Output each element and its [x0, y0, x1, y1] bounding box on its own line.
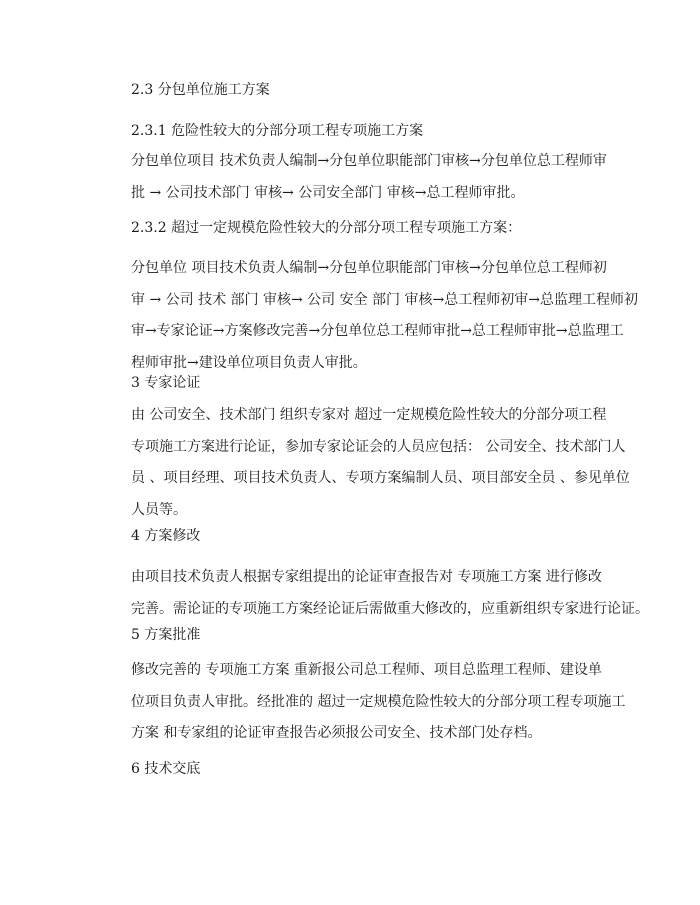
paragraph-line: 人员等。 — [131, 501, 187, 518]
heading-5: 5 方案批准 — [131, 627, 201, 643]
paragraph-2-3-1 — [131, 146, 607, 209]
paragraph-line: 由项目技术负责人根据专家组提出的论证审查报告对 专项施工方案 进行修改 — [131, 569, 602, 585]
paragraph-2-3-2 — [131, 253, 638, 379]
paragraph-line: 员 、项目经理、项目技术负责人、专项方案编制人员、项目部安全员 、参见单位 — [131, 470, 630, 486]
paragraph-line: 完善。需论证的专项施工方案经论证后需做重大修改的，应重新组织专家进行论证。 — [131, 600, 649, 617]
paragraph-5 — [131, 655, 626, 750]
heading-2-3-1: 2.3.1 危险性较大的分部分项工程专项施工方案 — [131, 123, 424, 139]
heading-3: 3 专家论证 — [131, 375, 201, 391]
paragraph-3 — [131, 400, 630, 526]
paragraph-line: 分包单位项目 技术负责人编制→分包单位职能部门审核→分包单位总工程师审 — [131, 153, 607, 169]
paragraph-line: 程师审批→建设单位项目负责人审批。 — [131, 354, 367, 371]
paragraph-line: 批 → 公司技术部门 审核→ 公司安全部门 审核→总工程师审批。 — [131, 184, 525, 201]
heading-2-3: 2.3 分包单位施工方案 — [131, 82, 270, 98]
paragraph-line: 位项目负责人审批。经批准的 超过一定规模危险性较大的分部分项工程专项施工 — [131, 693, 626, 710]
paragraph-4 — [131, 562, 649, 625]
paragraph-line: 审→专家论证→方案修改完善→分包单位总工程师审批→总工程师审批→总监理工 — [131, 323, 624, 339]
paragraph-line: 审 → 公司 技术 部门 审核→ 公司 安全 部门 审核→总工程师初审→总监理工程师初 — [131, 291, 638, 308]
paragraph-line: 由 公司安全、技术部门 组织专家对 超过一定规模危险性较大的分部分项工程 — [131, 407, 607, 423]
paragraph-line: 专项施工方案进行论证，参加专家论证会的人员应包括： 公司安全、技术部门人 — [131, 438, 626, 455]
heading-4: 4 方案修改 — [131, 528, 201, 544]
heading-6: 6 技术交底 — [131, 761, 201, 777]
heading-2-3-2: 2.3.2 超过一定规模危险性较大的分部分项工程专项施工方案： — [131, 220, 522, 236]
paragraph-line: 修改完善的 专项施工方案 重新报公司总工程师、项目总监理工程师、建设单 — [131, 662, 602, 678]
paragraph-line: 方案 和专家组的论证审查报告必须报公司安全、技术部门处存档。 — [131, 725, 542, 741]
paragraph-line: 分包单位 项目技术负责人编制→分包单位职能部门审核→分包单位总工程师初 — [131, 260, 607, 276]
